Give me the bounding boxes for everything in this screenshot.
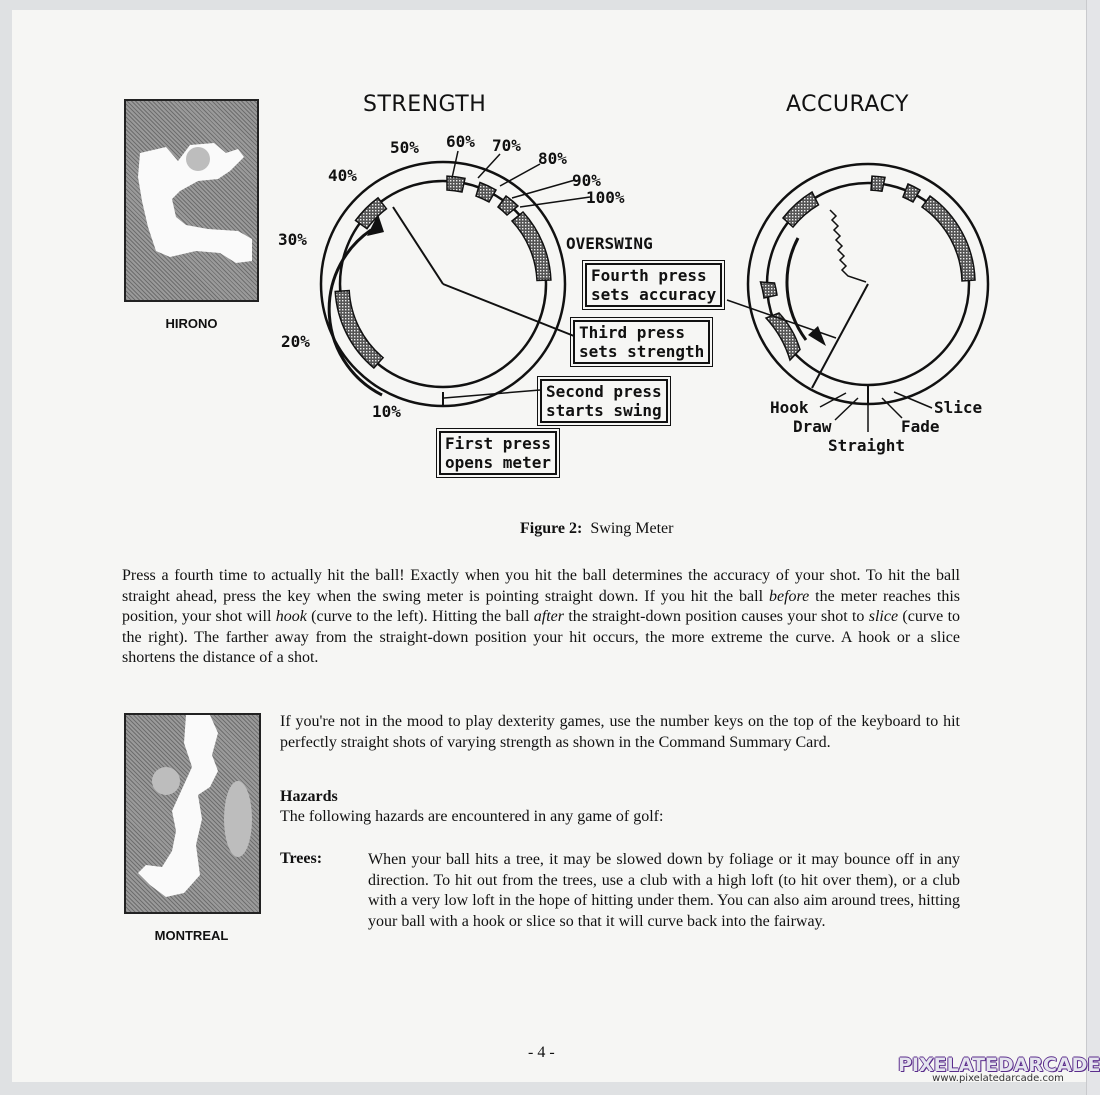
accuracy-segment-top (871, 176, 885, 191)
accuracy-segment-left (783, 192, 819, 227)
pct-label-20: 20% (281, 332, 310, 351)
accuracy-title: ACCURACY (786, 92, 909, 117)
hazard-term-trees: Trees: (280, 850, 323, 867)
pct-label-100: 100% (586, 188, 625, 207)
overswing-label: OVERSWING (566, 234, 653, 253)
pct-label-50: 50% (390, 138, 419, 157)
hazard-desc-trees: When your ball hits a tree, it may be slowed down by foliage or it may bounce off in any direction. To hit out from the trees, use a club with a high loft (to hit over them), or a club with a very low loft in the hope of hitting under them. You can also aim around trees, hitting your ball with a hook or slice so that it will curve back into the fairway. (368, 851, 960, 930)
callout-first-press: First press opens meter (439, 431, 557, 475)
pct-label-70: 70% (492, 136, 521, 155)
paragraph-accuracy: Press a fourth time to actually hit the ball! Exactly when you hit the ball determines the accuracy of your shot. To hit the ball straight ahead, press the key when the swing meter is pointing straight down. If you hit the ball before the meter reaches this position, your shot will hook (curve to the left). Hitting the ball after the straight-down position causes your shot to slice (curve to the right). The farther away from the straight-down position your hit occurs, the more extreme the curve. A hook or a slice shortens the distance of a shot. (122, 567, 961, 666)
montreal-course-map (124, 713, 261, 914)
pct-label-30: 30% (278, 230, 307, 249)
course-name-montreal: MONTREAL (154, 928, 229, 943)
accuracy-label-fade: Fade (901, 417, 940, 436)
accuracy-label-straight: Straight (828, 436, 906, 455)
strength-overswing-zone (512, 212, 551, 281)
accuracy-meter (748, 164, 988, 404)
figure-caption-text: Swing Meter (590, 520, 674, 537)
paragraph-number-keys: If you're not in the mood to play dexterity games, use the number keys on the top of the keyboard to hit perfectly straight shots of varying strength as shown in the Command Summary Card. (280, 713, 960, 751)
hazards-heading: Hazards (280, 788, 338, 805)
pct-label-80: 80% (538, 149, 567, 168)
strength-segment-60 (447, 176, 465, 192)
hazards-intro: The following hazards are encountered in any game of golf: (280, 808, 664, 825)
accuracy-segment-far-right (922, 196, 975, 281)
strength-title: STRENGTH (363, 92, 487, 117)
callout-second-press: Second press starts swing (540, 379, 668, 423)
watermark-title: PIXELATEDARCADE (898, 1054, 1100, 1076)
figure-caption (520, 520, 673, 538)
accuracy-label-draw: Draw (793, 417, 832, 436)
accuracy-label-slice: Slice (934, 398, 983, 417)
page-number: - 4 - (528, 1044, 555, 1061)
pct-label-60: 60% (446, 132, 475, 151)
accuracy-segment-low-left-1 (761, 282, 778, 298)
pct-label-40: 40% (328, 166, 357, 185)
watermark (898, 1054, 1098, 1084)
strength-segment-40 (356, 198, 387, 229)
pct-label-90: 90% (572, 171, 601, 190)
accuracy-label-hook: Hook (770, 398, 809, 417)
strength-segment-80 (476, 183, 496, 203)
watermark-url: www.pixelatedarcade.com (932, 1073, 1064, 1084)
callout-fourth-press: Fourth press sets accuracy (585, 263, 722, 307)
course-name-hirono: HIRONO (165, 316, 218, 331)
montreal-fairway-shape (126, 715, 259, 912)
callout-third-press: Third press sets strength (573, 320, 710, 364)
strength-needle (393, 207, 443, 284)
figure-caption-label: Figure 2: (520, 520, 583, 537)
accuracy-segment-right (903, 184, 920, 202)
pct-label-10: 10% (372, 402, 401, 421)
